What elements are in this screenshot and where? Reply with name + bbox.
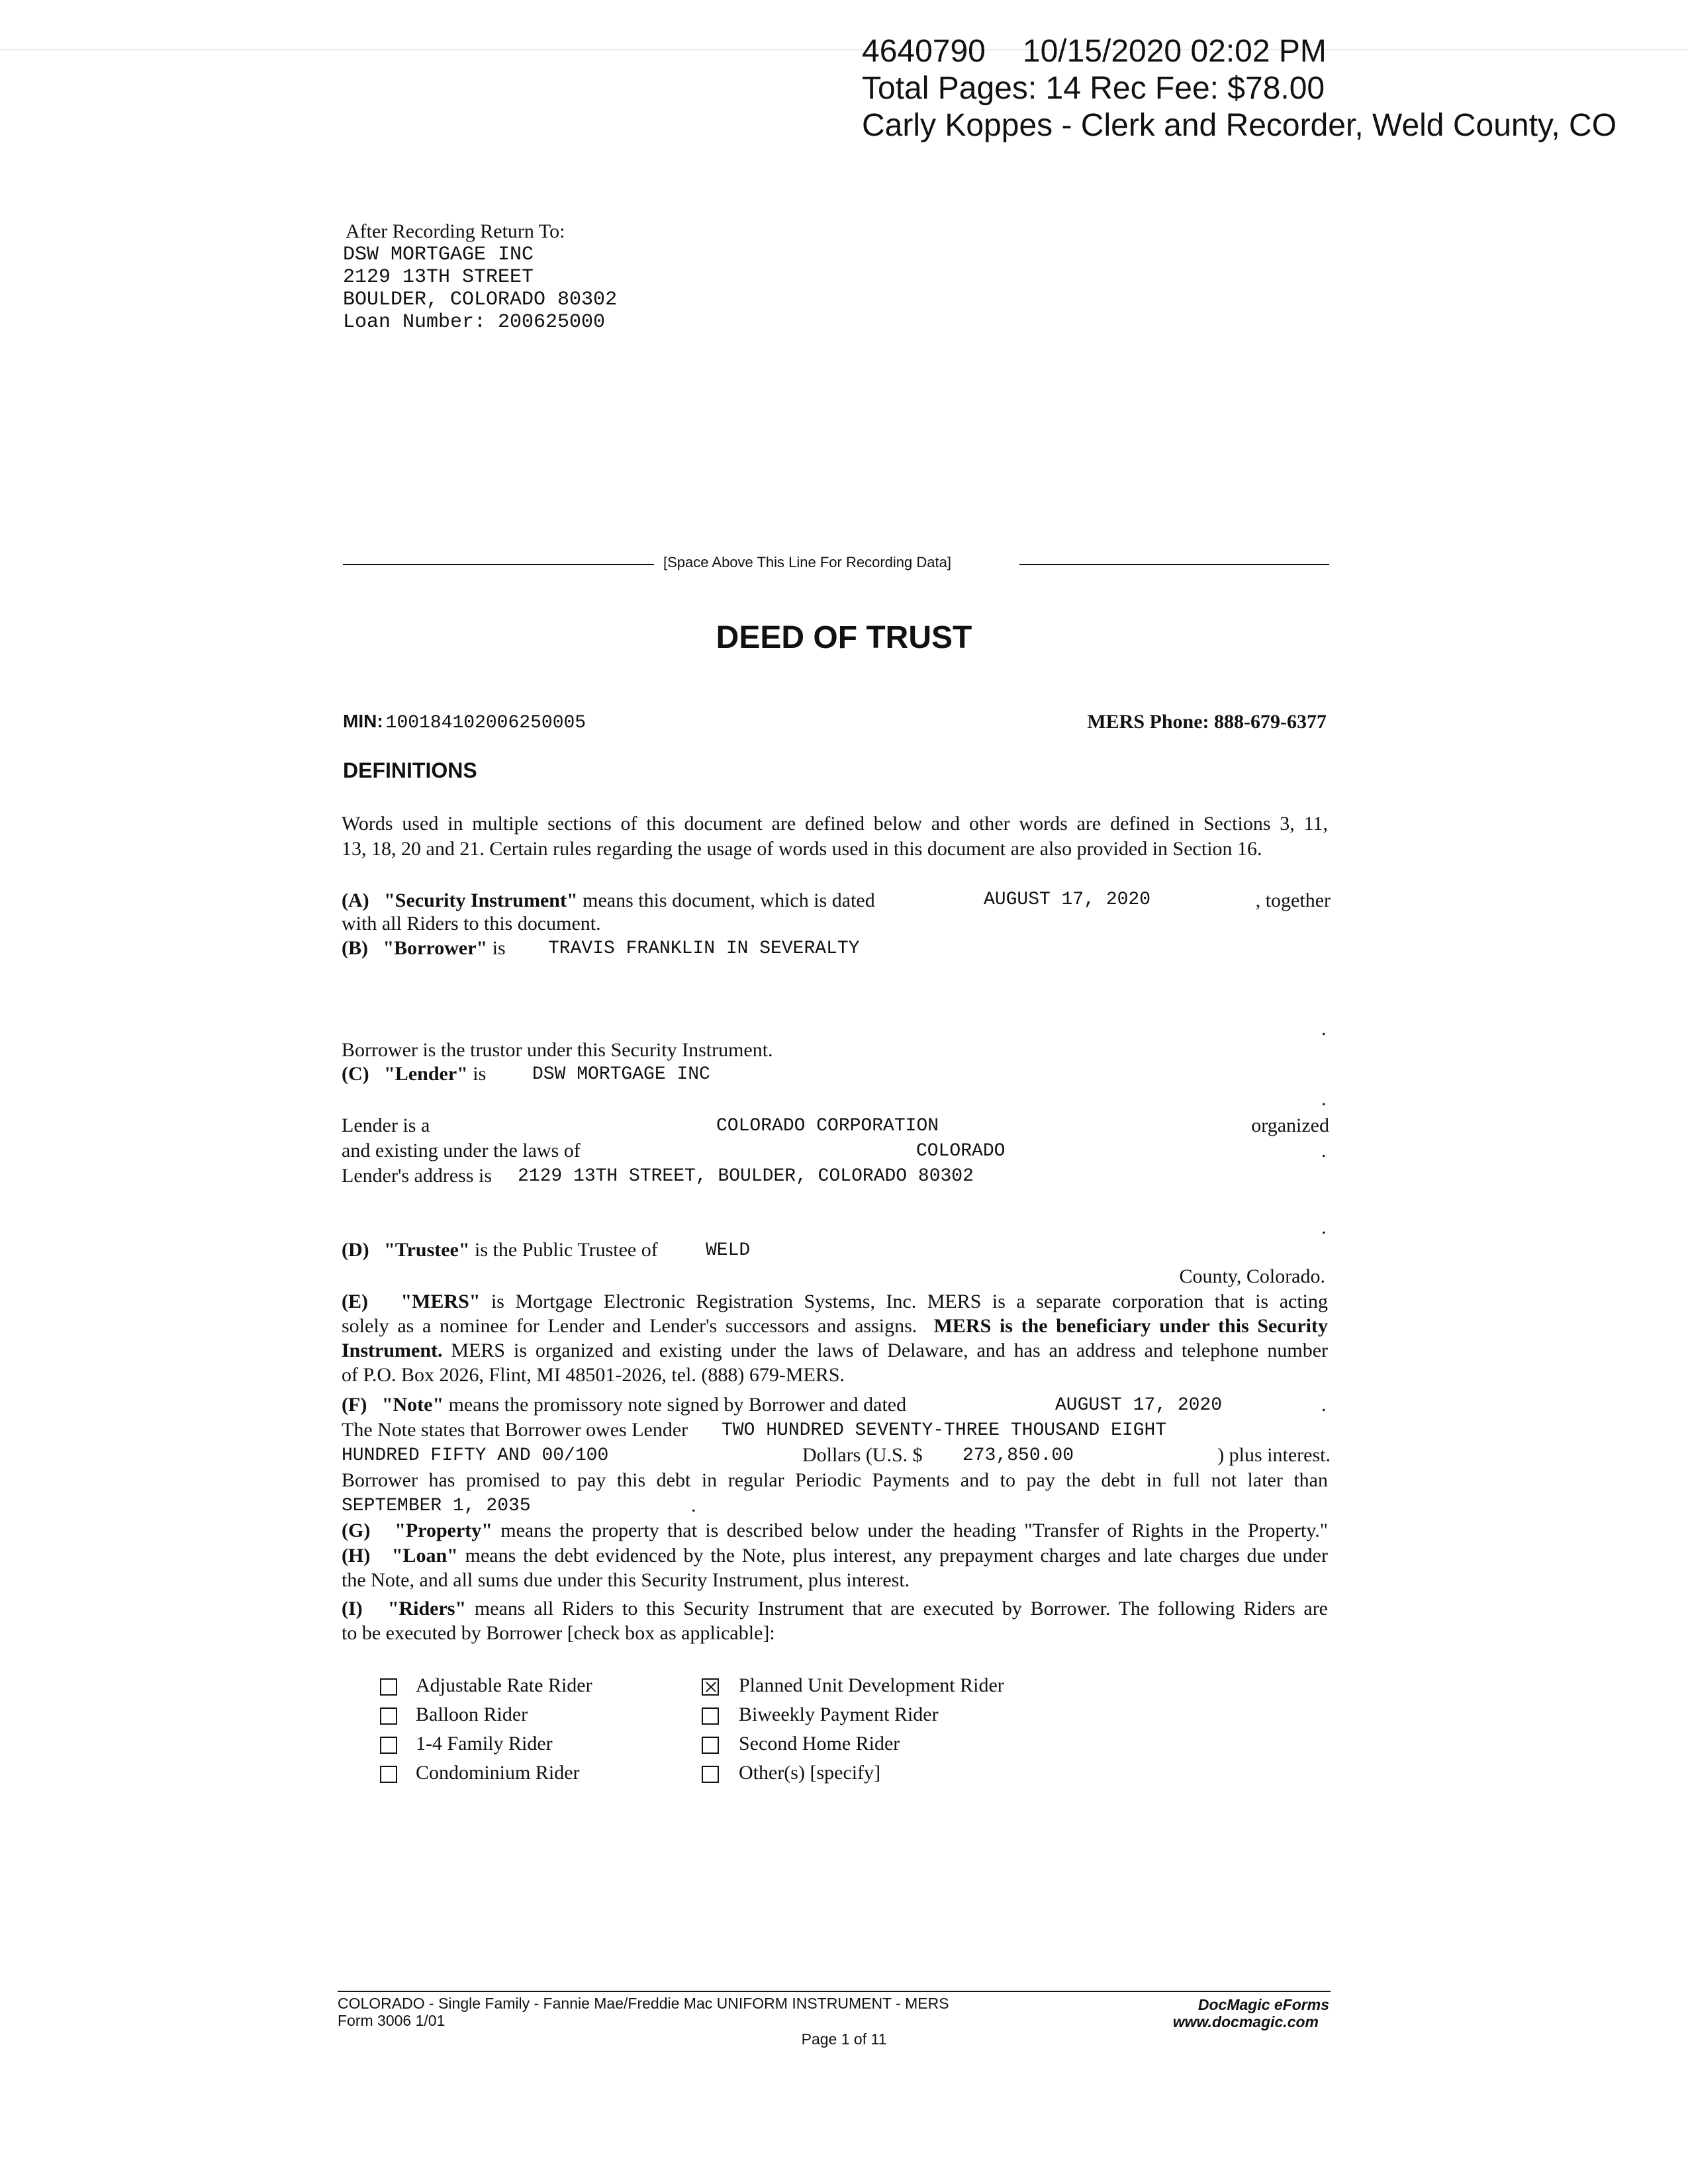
- document-number: 4640790: [862, 34, 986, 69]
- term-trustee: "Trustee": [384, 1239, 470, 1261]
- recording-line-right: [1019, 564, 1329, 565]
- borrower-trustor: Borrower is the trustor under this Security Instrument.: [342, 1039, 773, 1061]
- second-home-rider-label: Second Home Rider: [739, 1733, 900, 1754]
- intro-line: 13, 18, 20 and 21. Certain rules regarding the usage of words used in this document are also provided in Section 16.: [342, 838, 1262, 860]
- footer-rule: [338, 1991, 1331, 1992]
- recording-pages-fee: Total Pages: 14 Rec Fee: $78.00: [862, 71, 1325, 106]
- definition-a: (A) "Security Instrument" means this document, which is dated: [342, 889, 875, 911]
- condominium-rider-checkbox[interactable]: [380, 1766, 397, 1783]
- term-borrower: "Borrower": [383, 937, 488, 959]
- lender-dot: .: [1321, 1088, 1327, 1110]
- biweekly-payment-rider-label: Biweekly Payment Rider: [739, 1704, 939, 1725]
- lender-address-dot: .: [1321, 1216, 1327, 1238]
- term-lender: "Lender": [384, 1063, 468, 1085]
- docmagic-brand: DocMagic eForms: [1197, 1996, 1329, 2013]
- biweekly-payment-rider-checkbox[interactable]: [702, 1707, 719, 1725]
- together-text: , together: [1255, 889, 1331, 911]
- min-line: [343, 711, 586, 733]
- definitions-heading: DEFINITIONS: [343, 758, 477, 782]
- definition-e-line3: Instrument. MERS is organized and existing under the laws of Delaware, and has an address and telephone number: [342, 1340, 1328, 1361]
- mers-phone: MERS Phone: 888-679-6377: [1087, 711, 1327, 733]
- security-instrument-date: AUGUST 17, 2020: [984, 889, 1151, 910]
- definition-i-line2: to be executed by Borrower [check box as applicable]:: [342, 1622, 775, 1644]
- lender-state-dot: .: [1321, 1140, 1327, 1161]
- borrower-name: TRAVIS FRANKLIN IN SEVERALTY: [548, 938, 860, 959]
- definition-a-line2: with all Riders to this document.: [342, 913, 601, 934]
- adjustable-rate-rider-label: Adjustable Rate Rider: [416, 1674, 592, 1696]
- note-owes-text: The Note states that Borrower owes Lender: [342, 1419, 688, 1441]
- lender-organization-type: COLORADO CORPORATION: [716, 1116, 939, 1136]
- condominium-rider-label: Condominium Rider: [416, 1762, 580, 1784]
- lender-address-label: Lender's address is: [342, 1165, 492, 1187]
- note-amount-words-2: HUNDRED FIFTY AND 00/100: [342, 1445, 609, 1466]
- term-property: "Property": [395, 1520, 492, 1541]
- definition-e-line1: (E) "MERS" is Mortgage Electronic Registration Systems, Inc. MERS is a separate corporation that is acting: [342, 1291, 1328, 1312]
- min-value: 100184102006250005: [385, 713, 586, 733]
- maturity-dot: .: [691, 1494, 696, 1516]
- recording-line-left: [343, 564, 654, 565]
- loan-number: Loan Number: 200625000: [343, 311, 606, 334]
- lender-name: DSW MORTGAGE INC: [532, 1064, 710, 1085]
- footer-form-line2: Form 3006 1/01: [338, 2012, 445, 2029]
- balloon-rider-label: Balloon Rider: [416, 1704, 528, 1725]
- other-rider-label: Other(s) [specify]: [739, 1762, 881, 1784]
- borrower-dot: .: [1321, 1018, 1327, 1040]
- recording-datetime: 10/15/2020 02:02 PM: [1022, 34, 1327, 69]
- term-mers: "MERS": [400, 1291, 481, 1312]
- balloon-rider-checkbox[interactable]: [380, 1707, 397, 1725]
- definition-i: (I) "Riders" means all Riders to this Security Instrument that are executed by Borrower. The following Riders are: [342, 1598, 1329, 1619]
- term-security-instrument: "Security Instrument": [384, 889, 578, 911]
- planned-unit-development-rider-checkbox[interactable]: [702, 1678, 719, 1696]
- docmagic-url: www.docmagic.com: [1172, 2013, 1319, 2030]
- return-to-line: DSW MORTGAGE INC: [343, 244, 534, 266]
- lender-state: COLORADO: [916, 1141, 1006, 1161]
- definition-e-line4: of P.O. Box 2026, Flint, MI 48501-2026, tel. (888) 679-MERS.: [342, 1364, 845, 1386]
- definition-g: (G) "Property" means the property that is described below under the heading "Transfer of Rights in the Property.": [342, 1520, 1328, 1541]
- family-rider-checkbox[interactable]: [380, 1737, 397, 1754]
- maturity-date: SEPTEMBER 1, 2035: [342, 1496, 531, 1516]
- return-to-line: BOULDER, COLORADO 80302: [343, 289, 618, 311]
- intro-line: Words used in multiple sections of this document are defined below and other words are defined in Sections 3, 11,: [342, 813, 1328, 835]
- recording-clerk: Carly Koppes - Clerk and Recorder, Weld County, CO: [862, 108, 1617, 143]
- definition-e-line2: solely as a nominee for Lender and Lender's successors and assigns. MERS is the beneficiary under this Security: [342, 1315, 1329, 1337]
- footer-form-line1: COLORADO - Single Family - Fannie Mae/Freddie Mac UNIFORM INSTRUMENT - MERS: [338, 1995, 949, 2012]
- min-label: MIN:: [343, 711, 383, 731]
- family-rider-label: 1-4 Family Rider: [416, 1733, 553, 1754]
- promise-to-pay: Borrower has promised to pay this debt in regular Periodic Payments and to pay the debt in full not later than: [342, 1469, 1328, 1491]
- term-riders: "Riders": [387, 1598, 467, 1619]
- return-to-heading: After Recording Return To:: [346, 220, 565, 242]
- definition-h-line2: the Note, and all sums due under this Security Instrument, plus interest.: [342, 1569, 910, 1591]
- second-home-rider-checkbox[interactable]: [702, 1737, 719, 1754]
- scan-edge-line: [0, 49, 1688, 50]
- note-amount: 273,850.00: [962, 1445, 1074, 1466]
- lender-address: 2129 13TH STREET, BOULDER, COLORADO 80302: [518, 1166, 974, 1187]
- other-rider-checkbox[interactable]: [702, 1766, 719, 1783]
- county-colorado: County, Colorado.: [1179, 1265, 1325, 1287]
- organized-text: organized: [1251, 1115, 1329, 1136]
- lender-is-a: Lender is a: [342, 1115, 430, 1136]
- return-to-line: 2129 13TH STREET: [343, 266, 534, 289]
- term-loan: "Loan": [391, 1545, 458, 1567]
- trustee-county: WELD: [706, 1240, 751, 1261]
- definition-c: (C) "Lender" is: [342, 1063, 487, 1085]
- definition-d: (D) "Trustee" is the Public Trustee of: [342, 1239, 658, 1261]
- definition-h: (H) "Loan" means the debt evidenced by the Note, plus interest, any prepayment charges and late charges due under: [342, 1545, 1328, 1567]
- dollars-label: Dollars (U.S. $: [802, 1444, 923, 1466]
- note-date: AUGUST 17, 2020: [1055, 1395, 1223, 1416]
- page-number: Page 1 of 11: [801, 2030, 887, 2048]
- term-note: "Note": [381, 1394, 444, 1416]
- planned-unit-development-rider-label: Planned Unit Development Rider: [739, 1674, 1004, 1696]
- plus-interest: ) plus interest.: [1217, 1444, 1331, 1466]
- note-amount-words-1: TWO HUNDRED SEVENTY-THREE THOUSAND EIGHT: [722, 1420, 1167, 1441]
- definition-f: (F) "Note" means the promissory note signed by Borrower and dated: [342, 1394, 907, 1416]
- laws-of-text: and existing under the laws of: [342, 1140, 581, 1161]
- recording-stamp-line1: [862, 33, 1327, 70]
- adjustable-rate-rider-checkbox[interactable]: [380, 1678, 397, 1696]
- document-title: DEED OF TRUST: [716, 620, 972, 655]
- recording-line-label: [Space Above This Line For Recording Data]: [663, 554, 951, 570]
- note-date-dot: .: [1321, 1394, 1327, 1416]
- definition-b: (B) "Borrower" is: [342, 937, 506, 959]
